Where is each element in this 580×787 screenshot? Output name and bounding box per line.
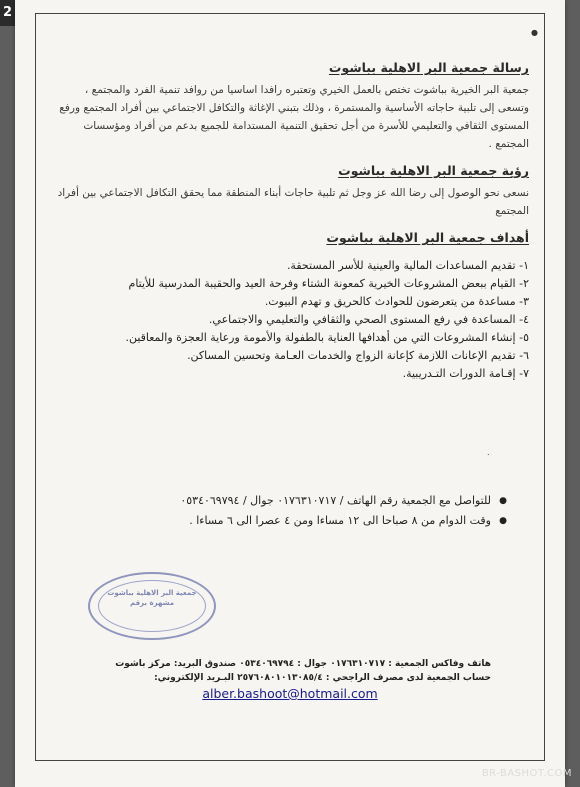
vision-heading: رؤية جمعية البر الاهلية بباشوت — [338, 163, 529, 178]
contact-phone: ● للتواصل مع الجمعية رقم الهاتف / ٠١٧٦٣١٠٧١٧ جوال / ٠٥٣٤٠٦٩٧٩٤ — [51, 491, 491, 511]
goal-item: ٥- إنشاء المشروعات التي من أهدافها العناية بالطفولة والأمومة ورعاية العجزة والمعاقين. — [125, 331, 529, 344]
goal-item: ٢- القيام ببعض المشروعات الخيرية كمعونة الشتاء وفرحة العيد والحقيبة المدرسية للأيتام — [128, 277, 529, 290]
footer-bank-line: حساب الجمعية لدى مصرف الراجحي : ٢٥٧٦٠٨٠١٠١٣٠٨٥/٤ البـريد الإلكتروني: — [154, 673, 491, 683]
goal-item: ٦- تقديم الإعانات اللازمة كإعانة الزواج والخدمات العـامة وتحسين المساكن. — [187, 349, 529, 362]
stamp-line: مشهرة برقم — [129, 599, 175, 607]
corner-mark: ● — [531, 28, 538, 37]
document-sheet — [15, 0, 565, 787]
document-body — [51, 60, 529, 383]
vision-text: نسعى نحو الوصول إلى رضا الله عز وجل ثم تلبية حاجات أبناء المنطقة مما يحقق التكافل الاجتماعي بين أفراد المجتمع — [57, 187, 529, 217]
stamp-line: جمعية البر الاهلية بباشوت — [107, 589, 197, 597]
site-watermark: BR-BASHOT.COM — [481, 768, 572, 779]
mission-text: جمعية البر الخيرية بباشوت تختص بالعمل الخيري وتعتبره رافدا اساسيا من روافد تنمية الفرد والمجتمع ، وتسعى إلى تلبية حاجاته الأساسية والمستمرة ، وذلك بتبني الإغاثة والتكافل الاجتماعي بين أفراد المجتمع ورفع المستوى الثقافي والتعليمي للأسرة من أجل تحقيق التنمية المستدامة للجميع بدعم من أفراد ومؤسسات المجتمع . — [59, 84, 529, 150]
footer-phone-line: هاتف وفاكس الجمعية : ٠١٧٦٣١٠٧١٧ جوال : ٠٥٣٤٠٦٩٧٩٤ صندوق البريد: مركز باشوت — [115, 659, 491, 669]
goals-heading: أهداف جمعية البر الاهلية بباشوت — [326, 230, 529, 245]
goals-list — [51, 257, 529, 383]
goal-item: ٧- إقـامة الدورات التـدريبية. — [402, 367, 529, 380]
goal-item: ١- تقديم المساعدات المالية والعينية للأسر المستحقة. — [286, 259, 529, 272]
stamp-text — [90, 588, 214, 608]
contact-info — [51, 491, 509, 531]
mission-heading: رسالة جمعية البر الاهلية بباشوت — [328, 60, 529, 75]
working-hours: ● وقت الدوام من ٨ صباحا الى ١٢ مساءا ومن ٤ عصرا الى ٦ مساءا . — [51, 511, 491, 531]
stray-mark: . — [487, 448, 490, 457]
goal-item: ٣- مساعدة من يتعرضون للحوادث كالحريق و تهدم البيوت. — [264, 295, 529, 308]
page-number-badge: 2 — [0, 0, 15, 26]
official-stamp — [88, 572, 216, 640]
email-link[interactable]: alber.bashoot@hotmail.com — [202, 686, 378, 701]
goal-item: ٤- المساعدة في رفع المستوى الصحي والثقافي والتعليمي والاجتماعي. — [208, 313, 529, 326]
letterhead-footer — [51, 657, 491, 685]
